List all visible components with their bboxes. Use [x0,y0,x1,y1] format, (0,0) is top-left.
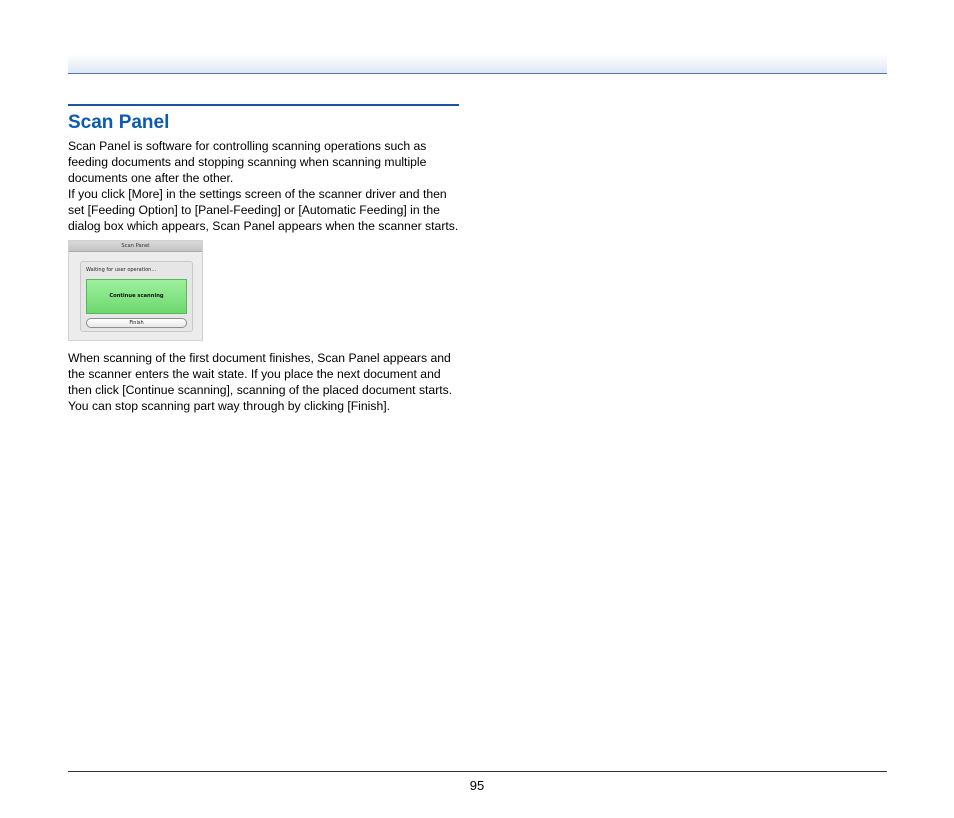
scan-panel-section [68,104,459,414]
continue-scanning-button[interactable]: Continue scanning [86,279,187,314]
section-title: Scan Panel [68,112,170,133]
footer-divider [68,771,887,772]
dialog-status-text: Waiting for user operation... [86,267,157,273]
intro-paragraph: Scan Panel is software for controlling scanning operations such as feeding documents and stopping scanning when scanning multiple documents one after the other. [68,139,427,185]
page-header-band [68,54,887,74]
stop-scanning-paragraph: You can stop scanning part way through by clicking [Finish]. [68,399,391,413]
finish-button[interactable]: Finish [86,318,187,328]
wait-state-paragraph: When scanning of the first document finishes, Scan Panel appears and the scanner enters the wait state. If you place the next document and then click [Continue scanning], scanning of the placed document starts. [68,351,453,397]
dialog-title: Scan Panel [69,241,202,252]
section-divider [68,104,459,106]
instructions-paragraph: If you click [More] in the settings screen of the scanner driver and then set [Feeding Option] to [Panel-Feeding] or [Automatic Feeding] in the dialog box which appears, Scan Panel appears when the scanner starts. [68,187,459,233]
page-number: 95 [469,778,485,793]
scan-panel-dialog-screenshot [68,240,203,341]
dialog-group-box [80,261,193,332]
